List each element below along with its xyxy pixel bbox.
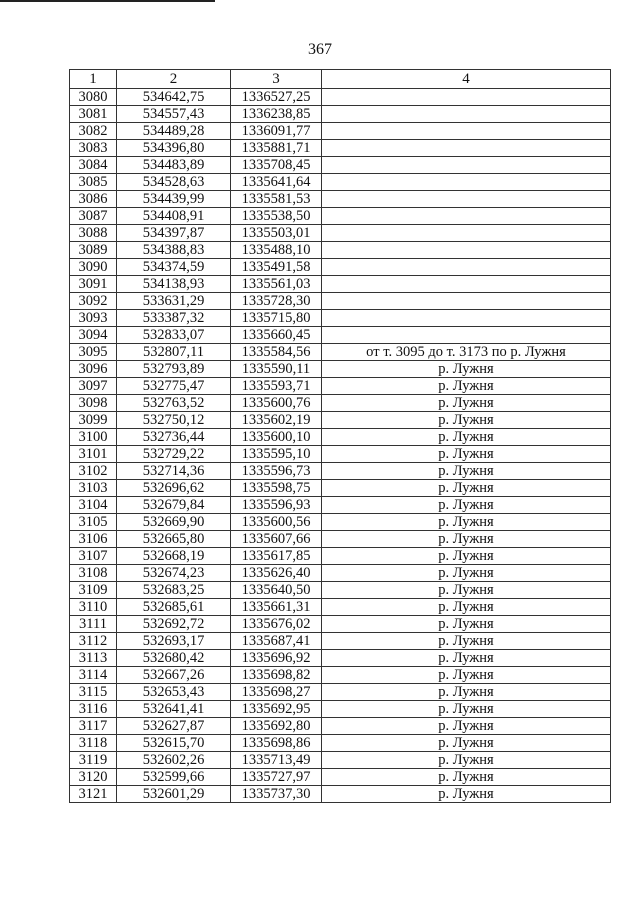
description-cell: р. Лужня [322, 378, 611, 395]
x-coordinate-cell: 532793,89 [117, 361, 231, 378]
x-coordinate-cell: 532714,36 [117, 463, 231, 480]
y-coordinate-cell: 1335503,01 [231, 225, 322, 242]
header-col-4: 4 [322, 70, 611, 89]
point-number-cell: 3116 [70, 701, 117, 718]
y-coordinate-cell: 1335692,95 [231, 701, 322, 718]
y-coordinate-cell: 1335737,30 [231, 786, 322, 803]
x-coordinate-cell: 532683,25 [117, 582, 231, 599]
x-coordinate-cell: 532627,87 [117, 718, 231, 735]
x-coordinate-cell: 534642,75 [117, 89, 231, 106]
description-cell [322, 259, 611, 276]
table-row [70, 412, 611, 429]
x-coordinate-cell: 532736,44 [117, 429, 231, 446]
y-coordinate-cell: 1335593,71 [231, 378, 322, 395]
description-cell: р. Лужня [322, 565, 611, 582]
description-cell [322, 276, 611, 293]
point-number-cell: 3092 [70, 293, 117, 310]
description-cell: р. Лужня [322, 650, 611, 667]
table-row [70, 514, 611, 531]
x-coordinate-cell: 532763,52 [117, 395, 231, 412]
x-coordinate-cell: 534408,91 [117, 208, 231, 225]
point-number-cell: 3109 [70, 582, 117, 599]
x-coordinate-cell: 532668,19 [117, 548, 231, 565]
table-row [70, 769, 611, 786]
description-cell [322, 106, 611, 123]
description-cell: р. Лужня [322, 718, 611, 735]
y-coordinate-cell: 1335692,80 [231, 718, 322, 735]
point-number-cell: 3121 [70, 786, 117, 803]
y-coordinate-cell: 1335602,19 [231, 412, 322, 429]
y-coordinate-cell: 1335538,50 [231, 208, 322, 225]
table-row [70, 463, 611, 480]
point-number-cell: 3101 [70, 446, 117, 463]
x-coordinate-cell: 532665,80 [117, 531, 231, 548]
y-coordinate-cell: 1335698,27 [231, 684, 322, 701]
description-cell: р. Лужня [322, 446, 611, 463]
y-coordinate-cell: 1335715,80 [231, 310, 322, 327]
x-coordinate-cell: 533631,29 [117, 293, 231, 310]
table-row [70, 310, 611, 327]
point-number-cell: 3098 [70, 395, 117, 412]
x-coordinate-cell: 534528,63 [117, 174, 231, 191]
x-coordinate-cell: 532807,11 [117, 344, 231, 361]
point-number-cell: 3111 [70, 616, 117, 633]
description-cell [322, 225, 611, 242]
point-number-cell: 3105 [70, 514, 117, 531]
table-row [70, 735, 611, 752]
table-row [70, 157, 611, 174]
description-cell: р. Лужня [322, 582, 611, 599]
x-coordinate-cell: 532667,26 [117, 667, 231, 684]
description-cell: р. Лужня [322, 497, 611, 514]
y-coordinate-cell: 1335641,64 [231, 174, 322, 191]
header-col-1: 1 [70, 70, 117, 89]
table-row [70, 361, 611, 378]
description-cell [322, 157, 611, 174]
point-number-cell: 3093 [70, 310, 117, 327]
point-number-cell: 3085 [70, 174, 117, 191]
description-cell: р. Лужня [322, 548, 611, 565]
point-number-cell: 3091 [70, 276, 117, 293]
description-cell [322, 327, 611, 344]
x-coordinate-cell: 532615,70 [117, 735, 231, 752]
table-row [70, 667, 611, 684]
table-row [70, 633, 611, 650]
point-number-cell: 3084 [70, 157, 117, 174]
table-row [70, 378, 611, 395]
point-number-cell: 3083 [70, 140, 117, 157]
table-row [70, 327, 611, 344]
table-row [70, 89, 611, 106]
x-coordinate-cell: 532599,66 [117, 769, 231, 786]
x-coordinate-cell: 534388,83 [117, 242, 231, 259]
table-row [70, 225, 611, 242]
y-coordinate-cell: 1335696,92 [231, 650, 322, 667]
table-row [70, 497, 611, 514]
description-cell: р. Лужня [322, 599, 611, 616]
point-number-cell: 3082 [70, 123, 117, 140]
header-col-2: 2 [117, 70, 231, 89]
x-coordinate-cell: 534439,99 [117, 191, 231, 208]
y-coordinate-cell: 1335581,53 [231, 191, 322, 208]
y-coordinate-cell: 1335881,71 [231, 140, 322, 157]
y-coordinate-cell: 1335600,56 [231, 514, 322, 531]
table-row [70, 786, 611, 803]
table-row [70, 123, 611, 140]
y-coordinate-cell: 1336527,25 [231, 89, 322, 106]
header-col-3: 3 [231, 70, 322, 89]
x-coordinate-cell: 532775,47 [117, 378, 231, 395]
y-coordinate-cell: 1335596,93 [231, 497, 322, 514]
description-cell [322, 123, 611, 140]
description-cell: р. Лужня [322, 786, 611, 803]
description-cell: р. Лужня [322, 769, 611, 786]
point-number-cell: 3107 [70, 548, 117, 565]
point-number-cell: 3120 [70, 769, 117, 786]
description-cell: р. Лужня [322, 735, 611, 752]
point-number-cell: 3100 [70, 429, 117, 446]
x-coordinate-cell: 532669,90 [117, 514, 231, 531]
description-cell: р. Лужня [322, 684, 611, 701]
y-coordinate-cell: 1335698,82 [231, 667, 322, 684]
point-number-cell: 3099 [70, 412, 117, 429]
point-number-cell: 3112 [70, 633, 117, 650]
x-coordinate-cell: 532641,41 [117, 701, 231, 718]
description-cell [322, 293, 611, 310]
point-number-cell: 3106 [70, 531, 117, 548]
point-number-cell: 3094 [70, 327, 117, 344]
y-coordinate-cell: 1335727,97 [231, 769, 322, 786]
description-cell [322, 310, 611, 327]
table-row [70, 344, 611, 361]
y-coordinate-cell: 1335661,31 [231, 599, 322, 616]
point-number-cell: 3090 [70, 259, 117, 276]
x-coordinate-cell: 534489,28 [117, 123, 231, 140]
point-number-cell: 3087 [70, 208, 117, 225]
table-row [70, 208, 611, 225]
description-cell: р. Лужня [322, 480, 611, 497]
table-row [70, 395, 611, 412]
y-coordinate-cell: 1336091,77 [231, 123, 322, 140]
point-number-cell: 3103 [70, 480, 117, 497]
point-number-cell: 3095 [70, 344, 117, 361]
description-cell: р. Лужня [322, 633, 611, 650]
description-cell: р. Лужня [322, 412, 611, 429]
y-coordinate-cell: 1335617,85 [231, 548, 322, 565]
y-coordinate-cell: 1335596,73 [231, 463, 322, 480]
point-number-cell: 3089 [70, 242, 117, 259]
description-cell [322, 140, 611, 157]
x-coordinate-cell: 532674,23 [117, 565, 231, 582]
y-coordinate-cell: 1335626,40 [231, 565, 322, 582]
x-coordinate-cell: 532685,61 [117, 599, 231, 616]
y-coordinate-cell: 1335595,10 [231, 446, 322, 463]
description-cell: р. Лужня [322, 701, 611, 718]
description-cell [322, 89, 611, 106]
x-coordinate-cell: 534397,87 [117, 225, 231, 242]
table-row [70, 718, 611, 735]
point-number-cell: 3081 [70, 106, 117, 123]
table-row [70, 531, 611, 548]
description-cell [322, 208, 611, 225]
x-coordinate-cell: 532696,62 [117, 480, 231, 497]
y-coordinate-cell: 1335728,30 [231, 293, 322, 310]
y-coordinate-cell: 1335561,03 [231, 276, 322, 293]
y-coordinate-cell: 1335660,45 [231, 327, 322, 344]
x-coordinate-cell: 532653,43 [117, 684, 231, 701]
point-number-cell: 3119 [70, 752, 117, 769]
description-cell [322, 191, 611, 208]
y-coordinate-cell: 1335598,75 [231, 480, 322, 497]
table-row [70, 276, 611, 293]
description-cell [322, 174, 611, 191]
y-coordinate-cell: 1335584,56 [231, 344, 322, 361]
x-coordinate-cell: 534557,43 [117, 106, 231, 123]
y-coordinate-cell: 1335600,76 [231, 395, 322, 412]
x-coordinate-cell: 532602,26 [117, 752, 231, 769]
description-cell: р. Лужня [322, 395, 611, 412]
point-number-cell: 3096 [70, 361, 117, 378]
description-cell: р. Лужня [322, 514, 611, 531]
x-coordinate-cell: 532692,72 [117, 616, 231, 633]
table-row [70, 684, 611, 701]
description-cell: р. Лужня [322, 752, 611, 769]
table-row [70, 140, 611, 157]
x-coordinate-cell: 532833,07 [117, 327, 231, 344]
x-coordinate-cell: 534483,89 [117, 157, 231, 174]
y-coordinate-cell: 1335698,86 [231, 735, 322, 752]
point-number-cell: 3113 [70, 650, 117, 667]
point-number-cell: 3114 [70, 667, 117, 684]
table-row [70, 174, 611, 191]
description-cell: р. Лужня [322, 531, 611, 548]
x-coordinate-cell: 532680,42 [117, 650, 231, 667]
table-row [70, 106, 611, 123]
y-coordinate-cell: 1335600,10 [231, 429, 322, 446]
table-row [70, 701, 611, 718]
point-number-cell: 3102 [70, 463, 117, 480]
coordinates-table [69, 69, 611, 803]
y-coordinate-cell: 1335640,50 [231, 582, 322, 599]
description-cell [322, 242, 611, 259]
y-coordinate-cell: 1335590,11 [231, 361, 322, 378]
table-row [70, 752, 611, 769]
table-row [70, 582, 611, 599]
description-cell: р. Лужня [322, 463, 611, 480]
table-row [70, 293, 611, 310]
description-cell: от т. 3095 до т. 3173 по р. Лужня [322, 344, 611, 361]
point-number-cell: 3108 [70, 565, 117, 582]
y-coordinate-cell: 1335676,02 [231, 616, 322, 633]
table-row [70, 259, 611, 276]
x-coordinate-cell: 533387,32 [117, 310, 231, 327]
table-row [70, 616, 611, 633]
description-cell: р. Лужня [322, 361, 611, 378]
x-coordinate-cell: 532601,29 [117, 786, 231, 803]
table-row [70, 242, 611, 259]
table-row [70, 565, 611, 582]
x-coordinate-cell: 532679,84 [117, 497, 231, 514]
x-coordinate-cell: 534374,59 [117, 259, 231, 276]
description-cell: р. Лужня [322, 616, 611, 633]
x-coordinate-cell: 532693,17 [117, 633, 231, 650]
x-coordinate-cell: 532750,12 [117, 412, 231, 429]
table-row [70, 191, 611, 208]
table-row [70, 650, 611, 667]
x-coordinate-cell: 532729,22 [117, 446, 231, 463]
table-body [70, 89, 611, 803]
point-number-cell: 3104 [70, 497, 117, 514]
y-coordinate-cell: 1335491,58 [231, 259, 322, 276]
point-number-cell: 3088 [70, 225, 117, 242]
page-number: 367 [308, 41, 332, 58]
point-number-cell: 3086 [70, 191, 117, 208]
table-row [70, 599, 611, 616]
point-number-cell: 3117 [70, 718, 117, 735]
table-row [70, 548, 611, 565]
point-number-cell: 3110 [70, 599, 117, 616]
x-coordinate-cell: 534138,93 [117, 276, 231, 293]
y-coordinate-cell: 1336238,85 [231, 106, 322, 123]
table-row [70, 446, 611, 463]
point-number-cell: 3080 [70, 89, 117, 106]
y-coordinate-cell: 1335488,10 [231, 242, 322, 259]
top-rule [0, 0, 215, 2]
point-number-cell: 3118 [70, 735, 117, 752]
table-header-row [70, 70, 611, 89]
x-coordinate-cell: 534396,80 [117, 140, 231, 157]
y-coordinate-cell: 1335607,66 [231, 531, 322, 548]
y-coordinate-cell: 1335713,49 [231, 752, 322, 769]
y-coordinate-cell: 1335708,45 [231, 157, 322, 174]
description-cell: р. Лужня [322, 667, 611, 684]
table-row [70, 429, 611, 446]
y-coordinate-cell: 1335687,41 [231, 633, 322, 650]
point-number-cell: 3097 [70, 378, 117, 395]
point-number-cell: 3115 [70, 684, 117, 701]
table-row [70, 480, 611, 497]
description-cell: р. Лужня [322, 429, 611, 446]
